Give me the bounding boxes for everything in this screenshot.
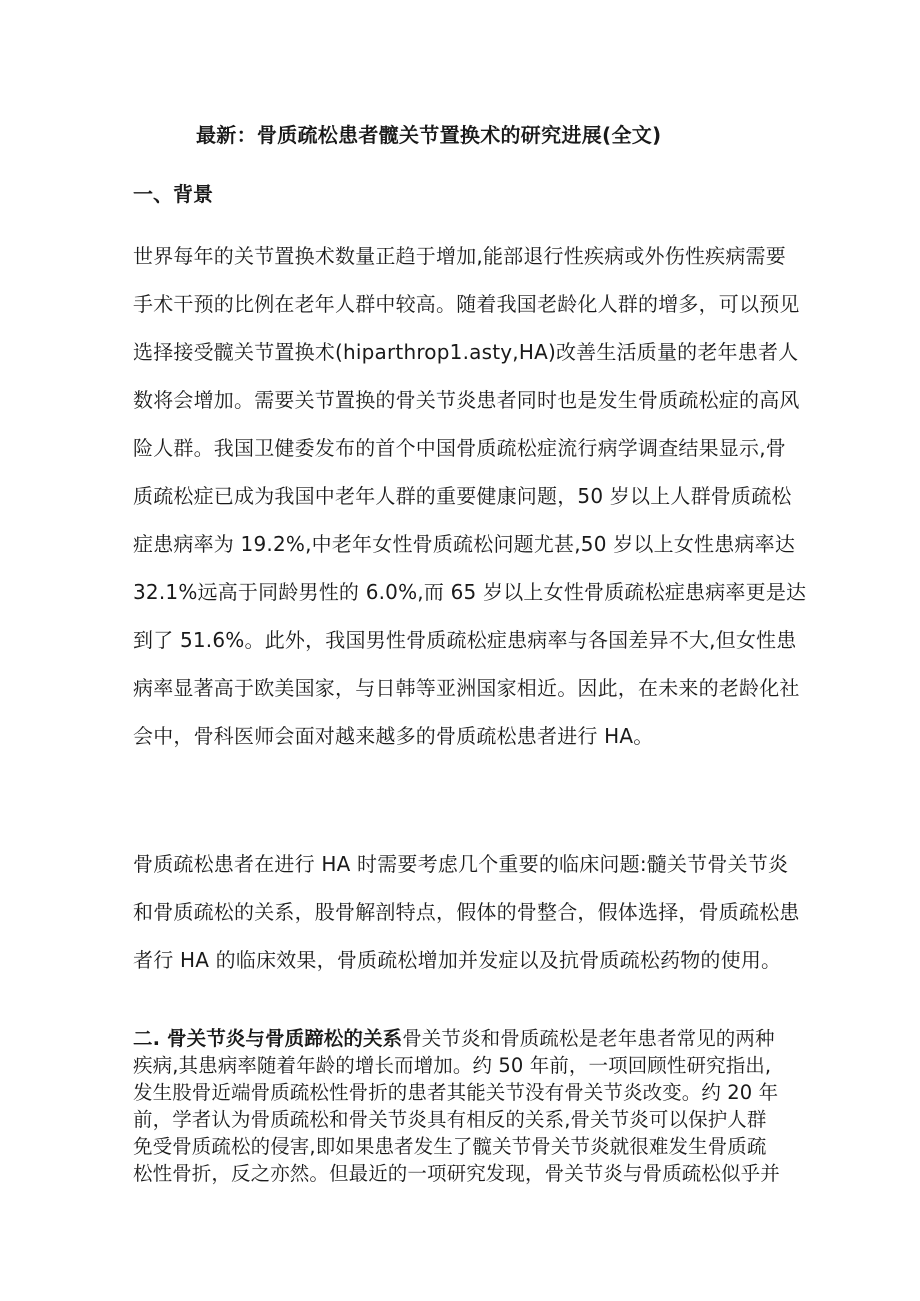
paragraph-line: 选择接受髋关节置换术(hiparthrop1.asty,HA)改善生活质量的老年患者人 — [133, 340, 799, 364]
paragraph-line-rest: 骨关节炎和骨质疏松是老年患者常见的两种 — [402, 1027, 775, 1050]
section-heading-background: 一、背景 — [133, 182, 213, 206]
paragraph-line: 者行 HA 的临床效果，骨质疏松增加并发症以及抗骨质疏松药物的使用。 — [133, 948, 782, 972]
paragraph-oa-osteoporosis — [133, 1025, 795, 1187]
paragraph-line: 险人群。我国卫健委发布的首个中国骨质疏松症流行病学调查结果显示,骨 — [133, 436, 786, 460]
paragraph-line: 到了 51.6%。此外，我国男性骨质疏松症患病率与各国差异不大,但女性患 — [133, 628, 797, 652]
paragraph-line: 32.1%远高于同龄男性的 6.0%,而 65 岁以上女性骨质疏松症患病率更是达 — [133, 580, 807, 604]
paragraph-line: 会中，骨科医师会面对越来越多的骨质疏松患者进行 HA。 — [133, 724, 654, 748]
paragraph-line: 症患病率为 19.2%,中老年女性骨质疏松问题尤甚,50 岁以上女性患病率达 — [133, 532, 796, 556]
paragraph-line: 质疏松症已成为我国中老年人群的重要健康问题，50 岁以上人群骨质疏松 — [133, 484, 792, 508]
paragraph-line: 免受骨质疏松的侵害,即如果患者发生了髋关节骨关节炎就很难发生骨质疏 — [133, 1135, 767, 1158]
paragraph-line: 疾病,其患病率随着年龄的增长而增加。约 50 年前，一项回顾性研究指出, — [133, 1054, 772, 1077]
paragraph-line: 和骨质疏松的关系，股骨解剖特点，假体的骨整合，假体选择，骨质疏松患 — [133, 900, 800, 924]
paragraph-first-line — [133, 1025, 795, 1052]
paragraph-line: 发生股骨近端骨质疏松性骨折的患者其能关节没有骨关节炎改变。约 20 年 — [133, 1081, 779, 1104]
paragraph-line: 病率显著高于欧美国家，与日韩等亚洲国家相近。因此，在未来的老龄化社 — [133, 676, 800, 700]
paragraph-background — [133, 232, 807, 760]
paragraph-clinical-issues — [133, 840, 800, 984]
document-title: 最新：骨质疏松患者髋关节置换术的研究进展(全文) — [196, 123, 662, 147]
paragraph-line: 手术干预的比例在老年人群中较高。随着我国老龄化人群的增多，可以预见 — [133, 292, 800, 316]
paragraph-line: 世界每年的关节置换术数量正趋于增加,能部退行性疾病或外伤性疾病需要 — [133, 244, 786, 268]
paragraph-line: 前，学者认为骨质疏松和骨关节炎具有相反的关系,骨关节炎可以保护人群 — [133, 1108, 767, 1131]
paragraph-line: 骨质疏松患者在进行 HA 时需要考虑几个重要的临床问题:髓关节骨关节炎 — [133, 852, 789, 876]
section-heading-relationship: 二. 骨关节炎与骨质蹄松的关系 — [133, 1027, 403, 1050]
paragraph-line: 松性骨折，反之亦然。但最近的一项研究发现，骨关节炎与骨质疏松似乎并 — [133, 1162, 780, 1185]
paragraph-line: 数将会增加。需要关节置换的骨关节炎患者同时也是发生骨质疏松症的高风 — [133, 388, 800, 412]
